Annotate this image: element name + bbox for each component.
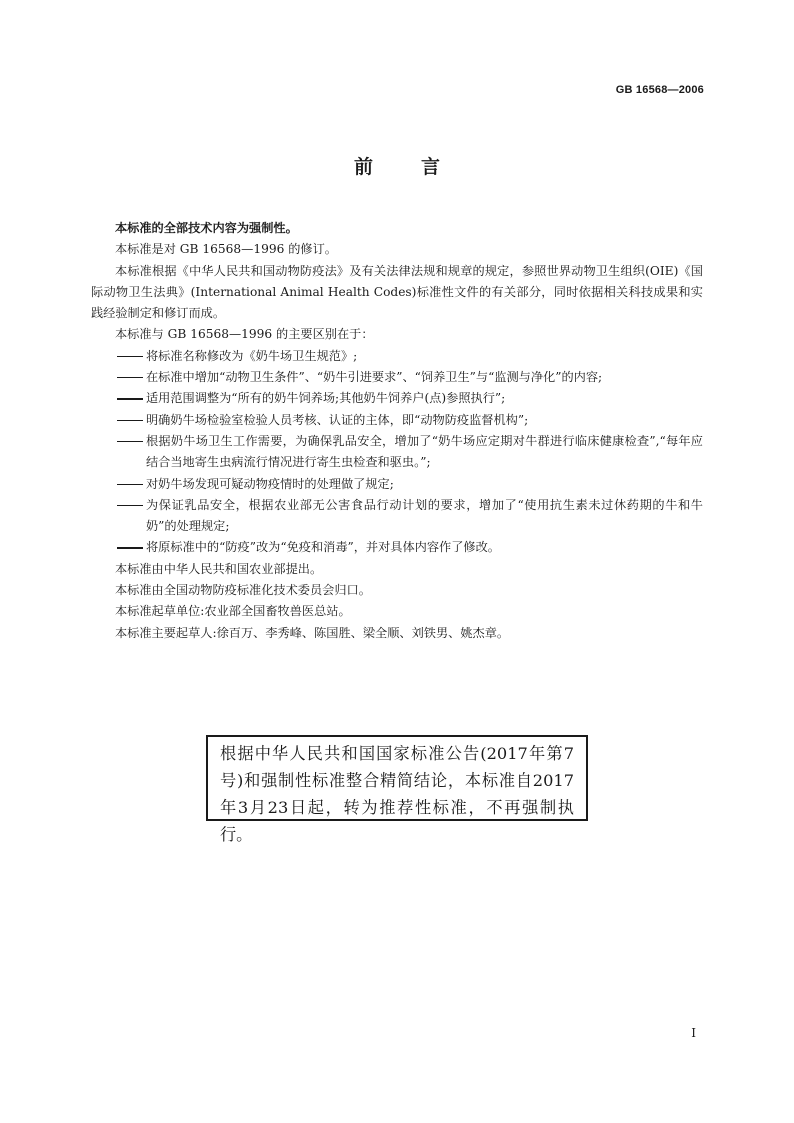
list-item: 在标准中增加“动物卫生条件”、“奶牛引进要求”、“饲养卫生”与“监测与净化”的内容;: [146, 370, 603, 385]
differences-list: [91, 346, 703, 559]
page-number: I: [691, 1026, 696, 1040]
drafters-statement: 本标准主要起草人:徐百万、李秀峰、陈国胜、梁全顺、刘铁男、姚杰章。: [115, 625, 510, 640]
revision-statement: 本标准是对 GB 16568—1996 的修订。: [115, 242, 337, 257]
list-item: 将原标准中的“防疫”改为“免疫和消毒”，并对具体内容作了修改。: [146, 540, 500, 555]
foreword-body: [91, 218, 703, 644]
list-item: 明确奶牛场检验室检验人员考核、认证的主体，即“动物防疫监督机构”;: [146, 412, 529, 427]
committee-statement: 本标准由全国动物防疫标准化技术委员会归口。: [115, 583, 371, 598]
list-item: 适用范围调整为“所有的奶牛饲养场;其他奶牛饲养户(点)参照执行”;: [146, 391, 506, 406]
differences-intro: 本标准与 GB 16568—1996 的主要区别在于：: [115, 327, 374, 342]
list-item: 根据奶牛场卫生工作需要，为确保乳品安全，增加了“奶牛场应定期对牛群进行临床健康检查”,“每年应结合当地寄生虫病流行情况进行寄生虫检查和驱虫。”;: [146, 433, 703, 470]
mandatory-statement: 本标准的全部技术内容为强制性。: [115, 221, 298, 235]
standard-code: GB 16568—2006: [615, 84, 704, 96]
list-item: 为保证乳品安全，根据农业部无公害食品行动计划的要求，增加了“使用抗生素未过休药期的牛和牛奶”的处理规定;: [146, 497, 703, 534]
basis-statement: 本标准根据《中华人民共和国动物防疫法》及有关法律法规和规章的规定，参照世界动物卫生组织(OIE)《国际动物卫生法典》(International Animal Health Codes)标准性文件的有关部分，同时依据相关科技成果和实践经验制定和修订而成。: [91, 263, 703, 321]
list-item: 对奶牛场发现可疑动物疫情时的处理做了规定;: [146, 476, 394, 491]
conversion-notice-box: 根据中华人民共和国国家标准公告(2017年第7号)和强制性标准整合精简结论，本标准自2017年3月23日起，转为推荐性标准，不再强制执行。: [206, 735, 588, 821]
page-title: 前言: [353, 156, 488, 178]
list-item: 将标准名称修改为《奶牛场卫生规范》;: [146, 348, 358, 363]
drafting-unit-statement: 本标准起草单位:农业部全国畜牧兽医总站。: [115, 604, 351, 619]
proposer-statement: 本标准由中华人民共和国农业部提出。: [115, 561, 323, 576]
